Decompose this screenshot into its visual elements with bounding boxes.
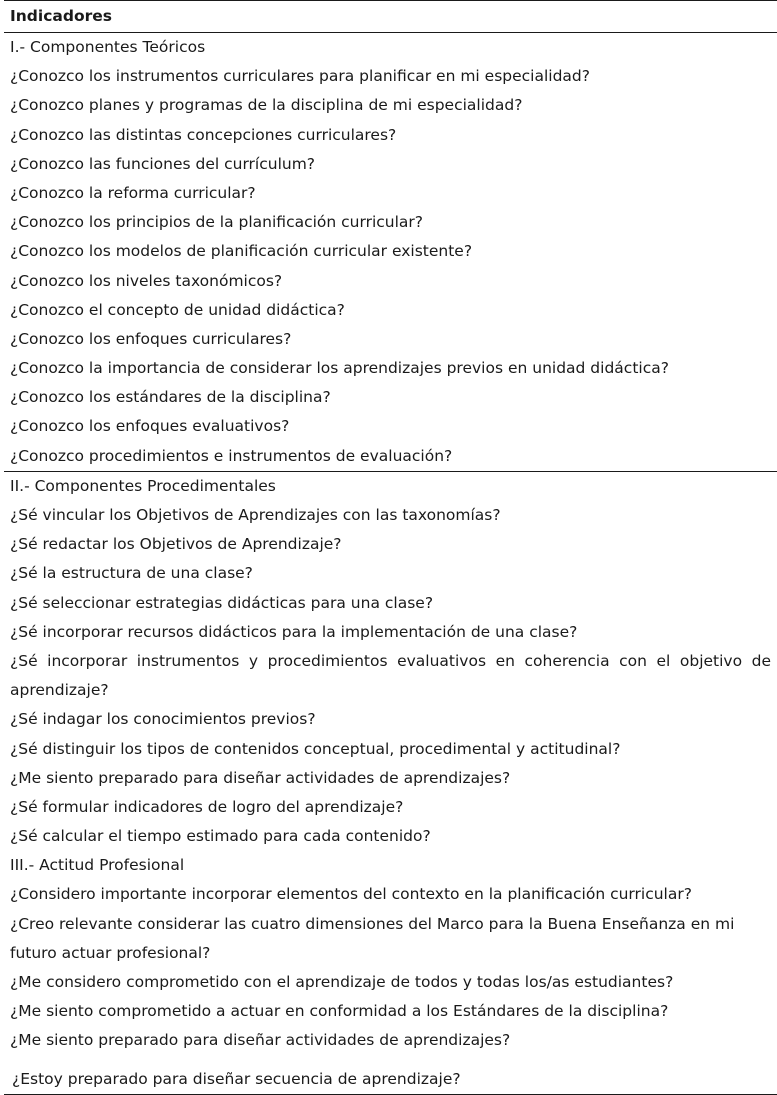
spacer: [4, 1056, 777, 1065]
table-header: Indicadores: [10, 7, 112, 25]
list-item: ¿Me siento preparado para diseñar actividades de aprendizajes?: [10, 1031, 511, 1050]
list-item: ¿Conozco los enfoques evaluativos?: [10, 417, 290, 436]
list-item: ¿Conozco los niveles taxonómicos?: [10, 271, 283, 290]
section-procedural: [4, 472, 777, 851]
list-item: ¿Conozco procedimientos e instrumentos de evaluación?: [10, 446, 453, 465]
list-item: ¿Conozco la reforma curricular?: [10, 183, 256, 202]
list-item: ¿Considero importante incorporar elementos del contexto en la planificación curricular?: [10, 885, 692, 904]
list-item: ¿Sé formular indicadores de logro del aprendizaje?: [10, 797, 404, 816]
section-title: III.- Actitud Profesional: [10, 856, 185, 875]
section-attitude: [4, 851, 777, 1094]
list-item: ¿Sé incorporar instrumentos y procedimientos evaluativos en coherencia con el objetivo de aprendizaje?: [10, 651, 771, 700]
list-item: ¿Me siento comprometido a actuar en conformidad a los Estándares de la disciplina?: [10, 1002, 669, 1021]
list-item: ¿Sé distinguir los tipos de contenidos conceptual, procedimental y actitudinal?: [10, 739, 621, 758]
list-item: ¿Conozco los modelos de planificación curricular existente?: [10, 242, 473, 261]
list-item: ¿Conozco las funciones del currículum?: [10, 154, 316, 173]
list-item: ¿Estoy preparado para diseñar secuencia de aprendizaje?: [12, 1069, 461, 1088]
list-item: ¿Sé seleccionar estrategias didácticas para una clase?: [10, 593, 434, 612]
list-item: ¿Sé vincular los Objetivos de Aprendizajes con las taxonomías?: [10, 506, 501, 524]
indicators-table: [4, 0, 777, 1095]
list-item: ¿Me siento preparado para diseñar actividades de aprendizajes?: [10, 768, 511, 787]
list-item: ¿Creo relevante considerar las cuatro dimensiones del Marco para la Buena Enseñanza en mi futuro actuar profesional?: [10, 914, 735, 962]
list-item: ¿Conozco los estándares de la disciplina?: [10, 388, 331, 407]
list-item: ¿Conozco la importancia de considerar los aprendizajes previos en unidad didáctica?: [10, 359, 669, 378]
list-item: ¿Sé incorporar recursos didácticos para la implementación de una clase?: [10, 622, 578, 641]
list-item: ¿Conozco los instrumentos curriculares para planificar en mi especialidad?: [10, 67, 590, 86]
list-item: ¿Me considero comprometido con el aprendizaje de todos y todas los/as estudiantes?: [10, 973, 674, 992]
section-theoretical: [4, 33, 777, 471]
list-item: ¿Conozco las distintas concepciones curriculares?: [10, 125, 397, 144]
list-item: ¿Conozco los enfoques curriculares?: [10, 329, 292, 348]
section-title: I.- Componentes Teóricos: [10, 38, 206, 56]
list-item: ¿Sé redactar los Objetivos de Aprendizaje?: [10, 535, 342, 554]
list-item: ¿Conozco los principios de la planificación curricular?: [10, 213, 424, 232]
list-item: ¿Conozco planes y programas de la disciplina de mi especialidad?: [10, 96, 523, 115]
list-item: ¿Sé indagar los conocimientos previos?: [10, 710, 316, 729]
list-item: ¿Conozco el concepto de unidad didáctica?: [10, 300, 345, 319]
list-item: ¿Sé calcular el tiempo estimado para cada contenido?: [10, 827, 431, 846]
section-title: II.- Componentes Procedimentales: [10, 476, 276, 495]
list-item: ¿Sé la estructura de una clase?: [10, 564, 253, 583]
